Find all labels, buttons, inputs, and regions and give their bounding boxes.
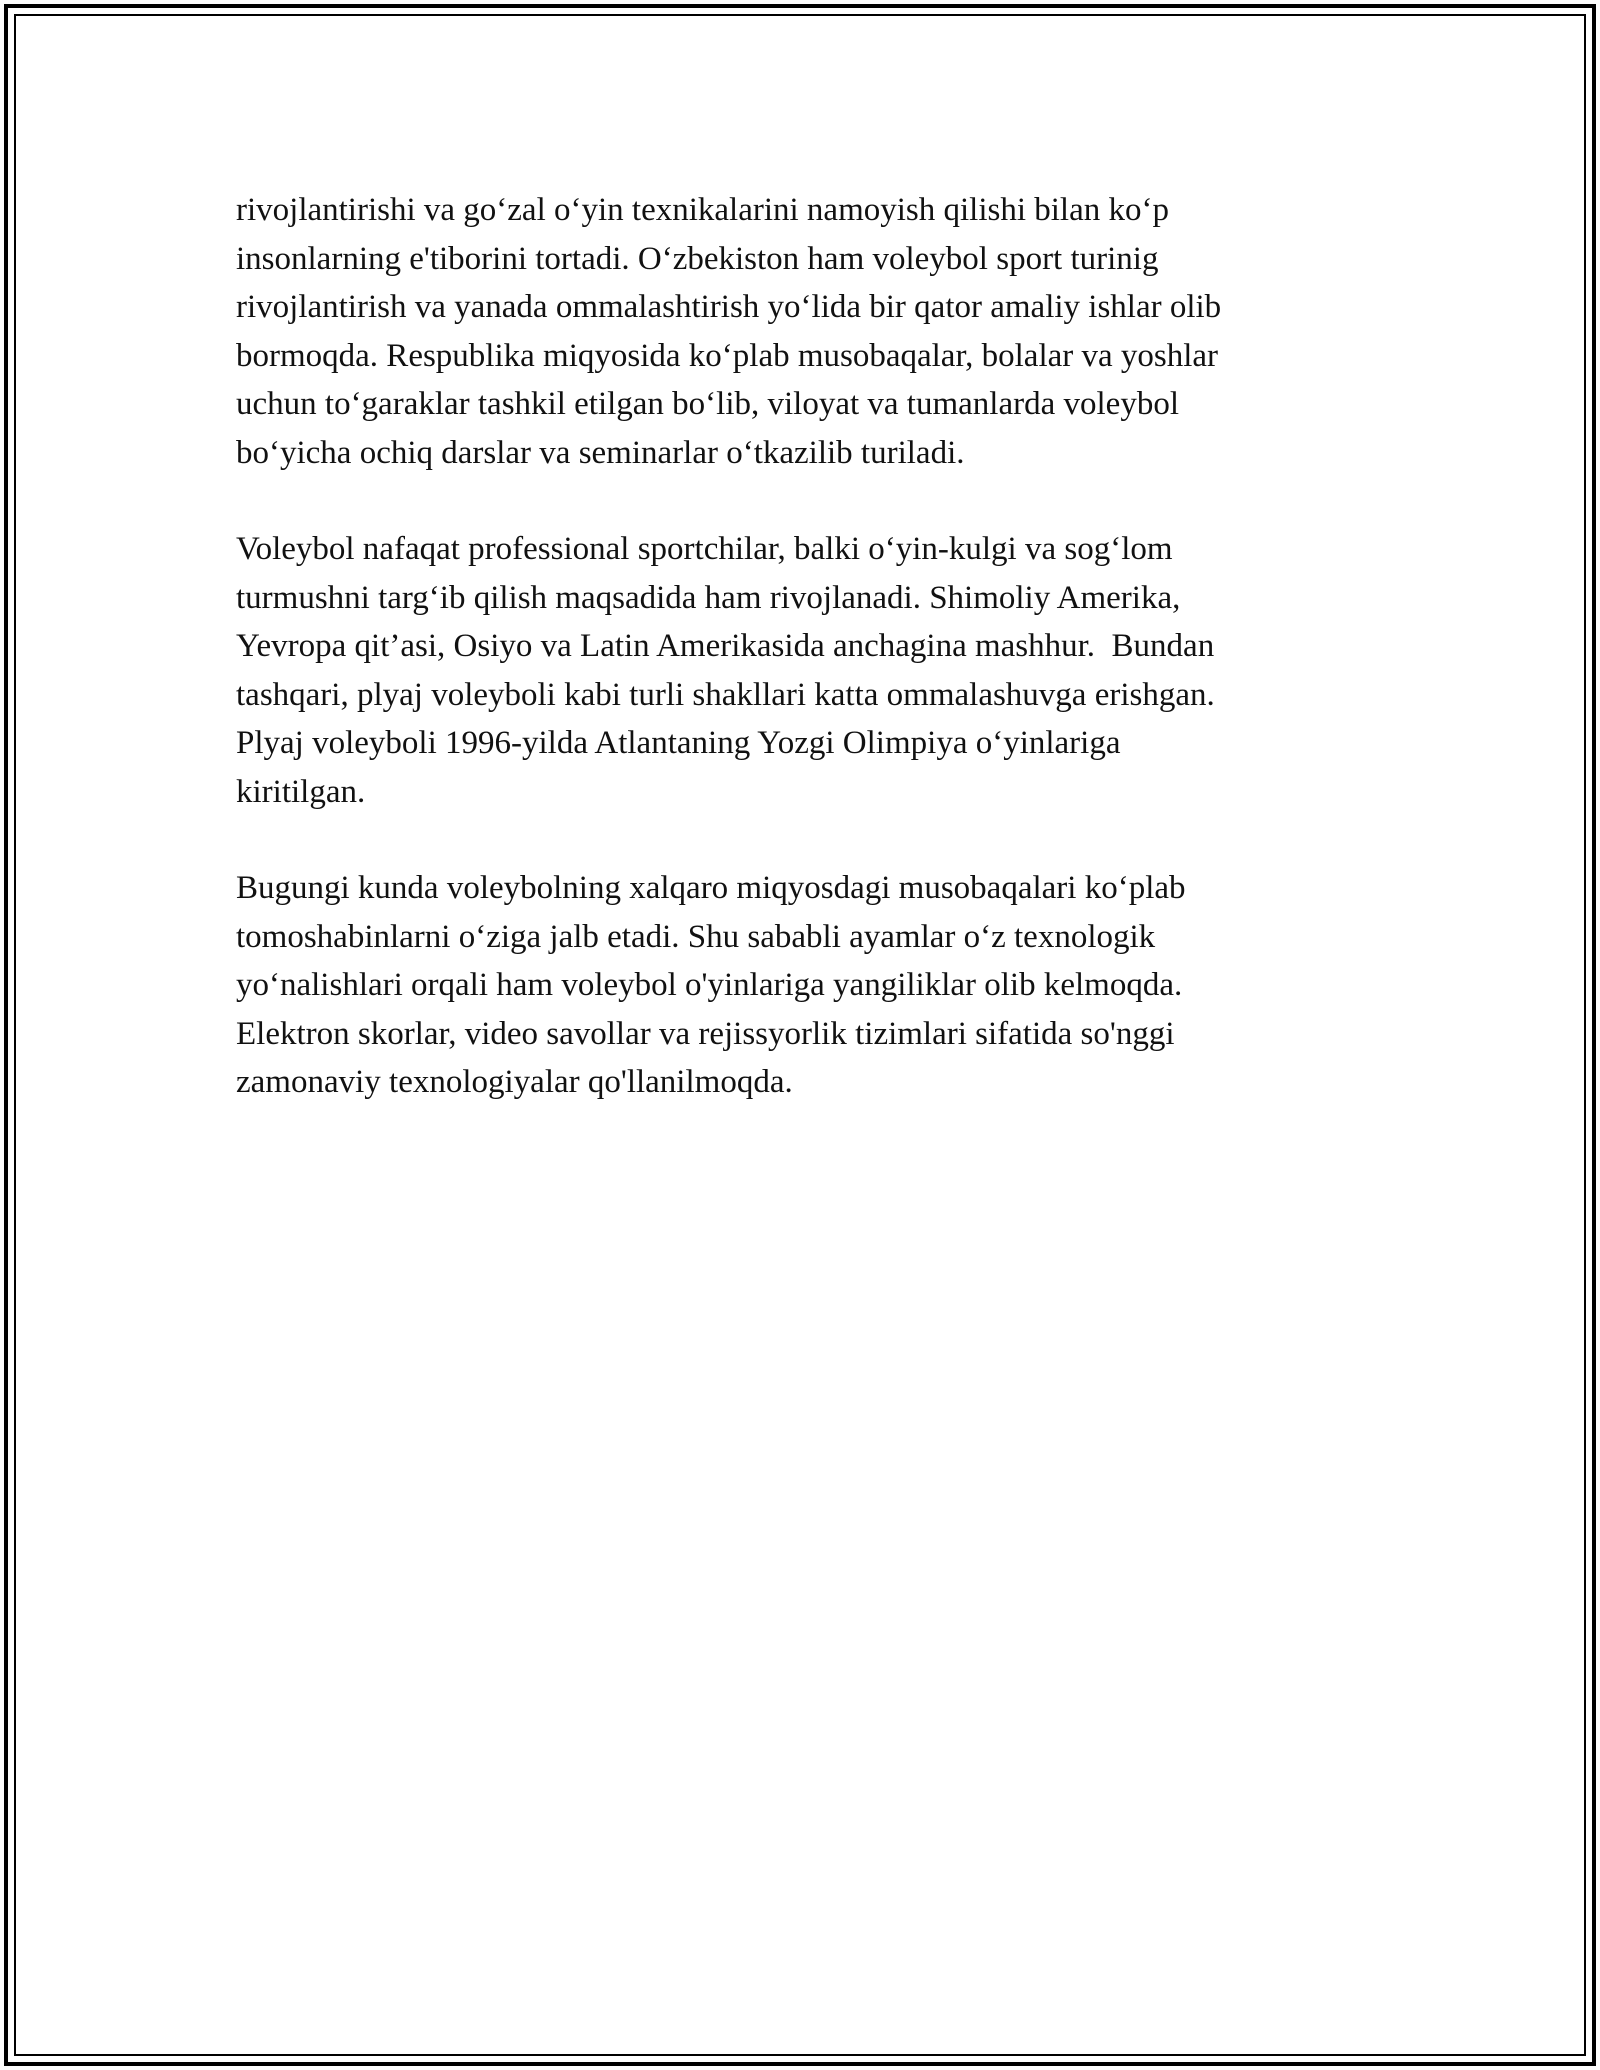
- text-line: Bugungi kunda voleybolning xalqaro miqyosdagi musobaqalari ko‘plab: [236, 870, 1186, 906]
- text-line: Elektron skorlar, video savollar va rejissyorlik tizimlari sifatida so'nggi: [236, 1015, 1175, 1052]
- text-line: rivojlantirish va yanada ommalashtirish yo‘lida bir qator amaliy ishlar olib: [236, 289, 1222, 325]
- text-line: Plyaj voleyboli 1996-yilda Atlantaning Yozgi Olimpiya o‘yinlariga: [236, 725, 1121, 761]
- text-line: kiritilgan.: [236, 773, 366, 810]
- text-line: tomoshabinlarni o‘ziga jalb etadi. Shu sababli ayamlar o‘z texnologik: [236, 918, 1156, 955]
- text-line: insonlarning e'tiborini tortadi. O‘zbekiston ham voleybol sport turinig: [236, 240, 1159, 277]
- paragraph-1: [236, 186, 1356, 477]
- text-line: Voleybol nafaqat professional sportchilar, balki o‘yin-kulgi va sog‘lom: [236, 531, 1173, 567]
- paragraph-2: [236, 525, 1356, 816]
- text-line: uchun to‘garaklar tashkil etilgan bo‘lib, viloyat va tumanlarda voleybol: [236, 386, 1179, 422]
- text-line: rivojlantirishi va go‘zal o‘yin texnikalarini namoyish qilishi bilan ko‘p: [236, 192, 1169, 228]
- paragraph-3: [236, 864, 1356, 1107]
- text-line: tashqari, plyaj voleyboli kabi turli shakllari katta ommalashuvga erishgan.: [236, 676, 1215, 713]
- document-body: [236, 186, 1356, 1155]
- text-line: zamonaviy texnologiyalar qo'llanilmoqda.: [236, 1064, 793, 1100]
- text-line: yo‘nalishlari orqali ham voleybol o'yinlariga yangiliklar olib kelmoqda.: [236, 967, 1183, 1003]
- text-line: Yevropa qit’asi, Osiyo va Latin Amerikasida anchagina mashhur. Bundan: [236, 628, 1215, 664]
- text-line: turmushni targ‘ib qilish maqsadida ham rivojlanadi. Shimoliy Amerika,: [236, 579, 1181, 616]
- text-line: bormoqda. Respublika miqyosida ko‘plab musobaqalar, bolalar va yoshlar: [236, 337, 1219, 374]
- text-line: bo‘yicha ochiq darslar va seminarlar o‘tkazilib turiladi.: [236, 434, 965, 471]
